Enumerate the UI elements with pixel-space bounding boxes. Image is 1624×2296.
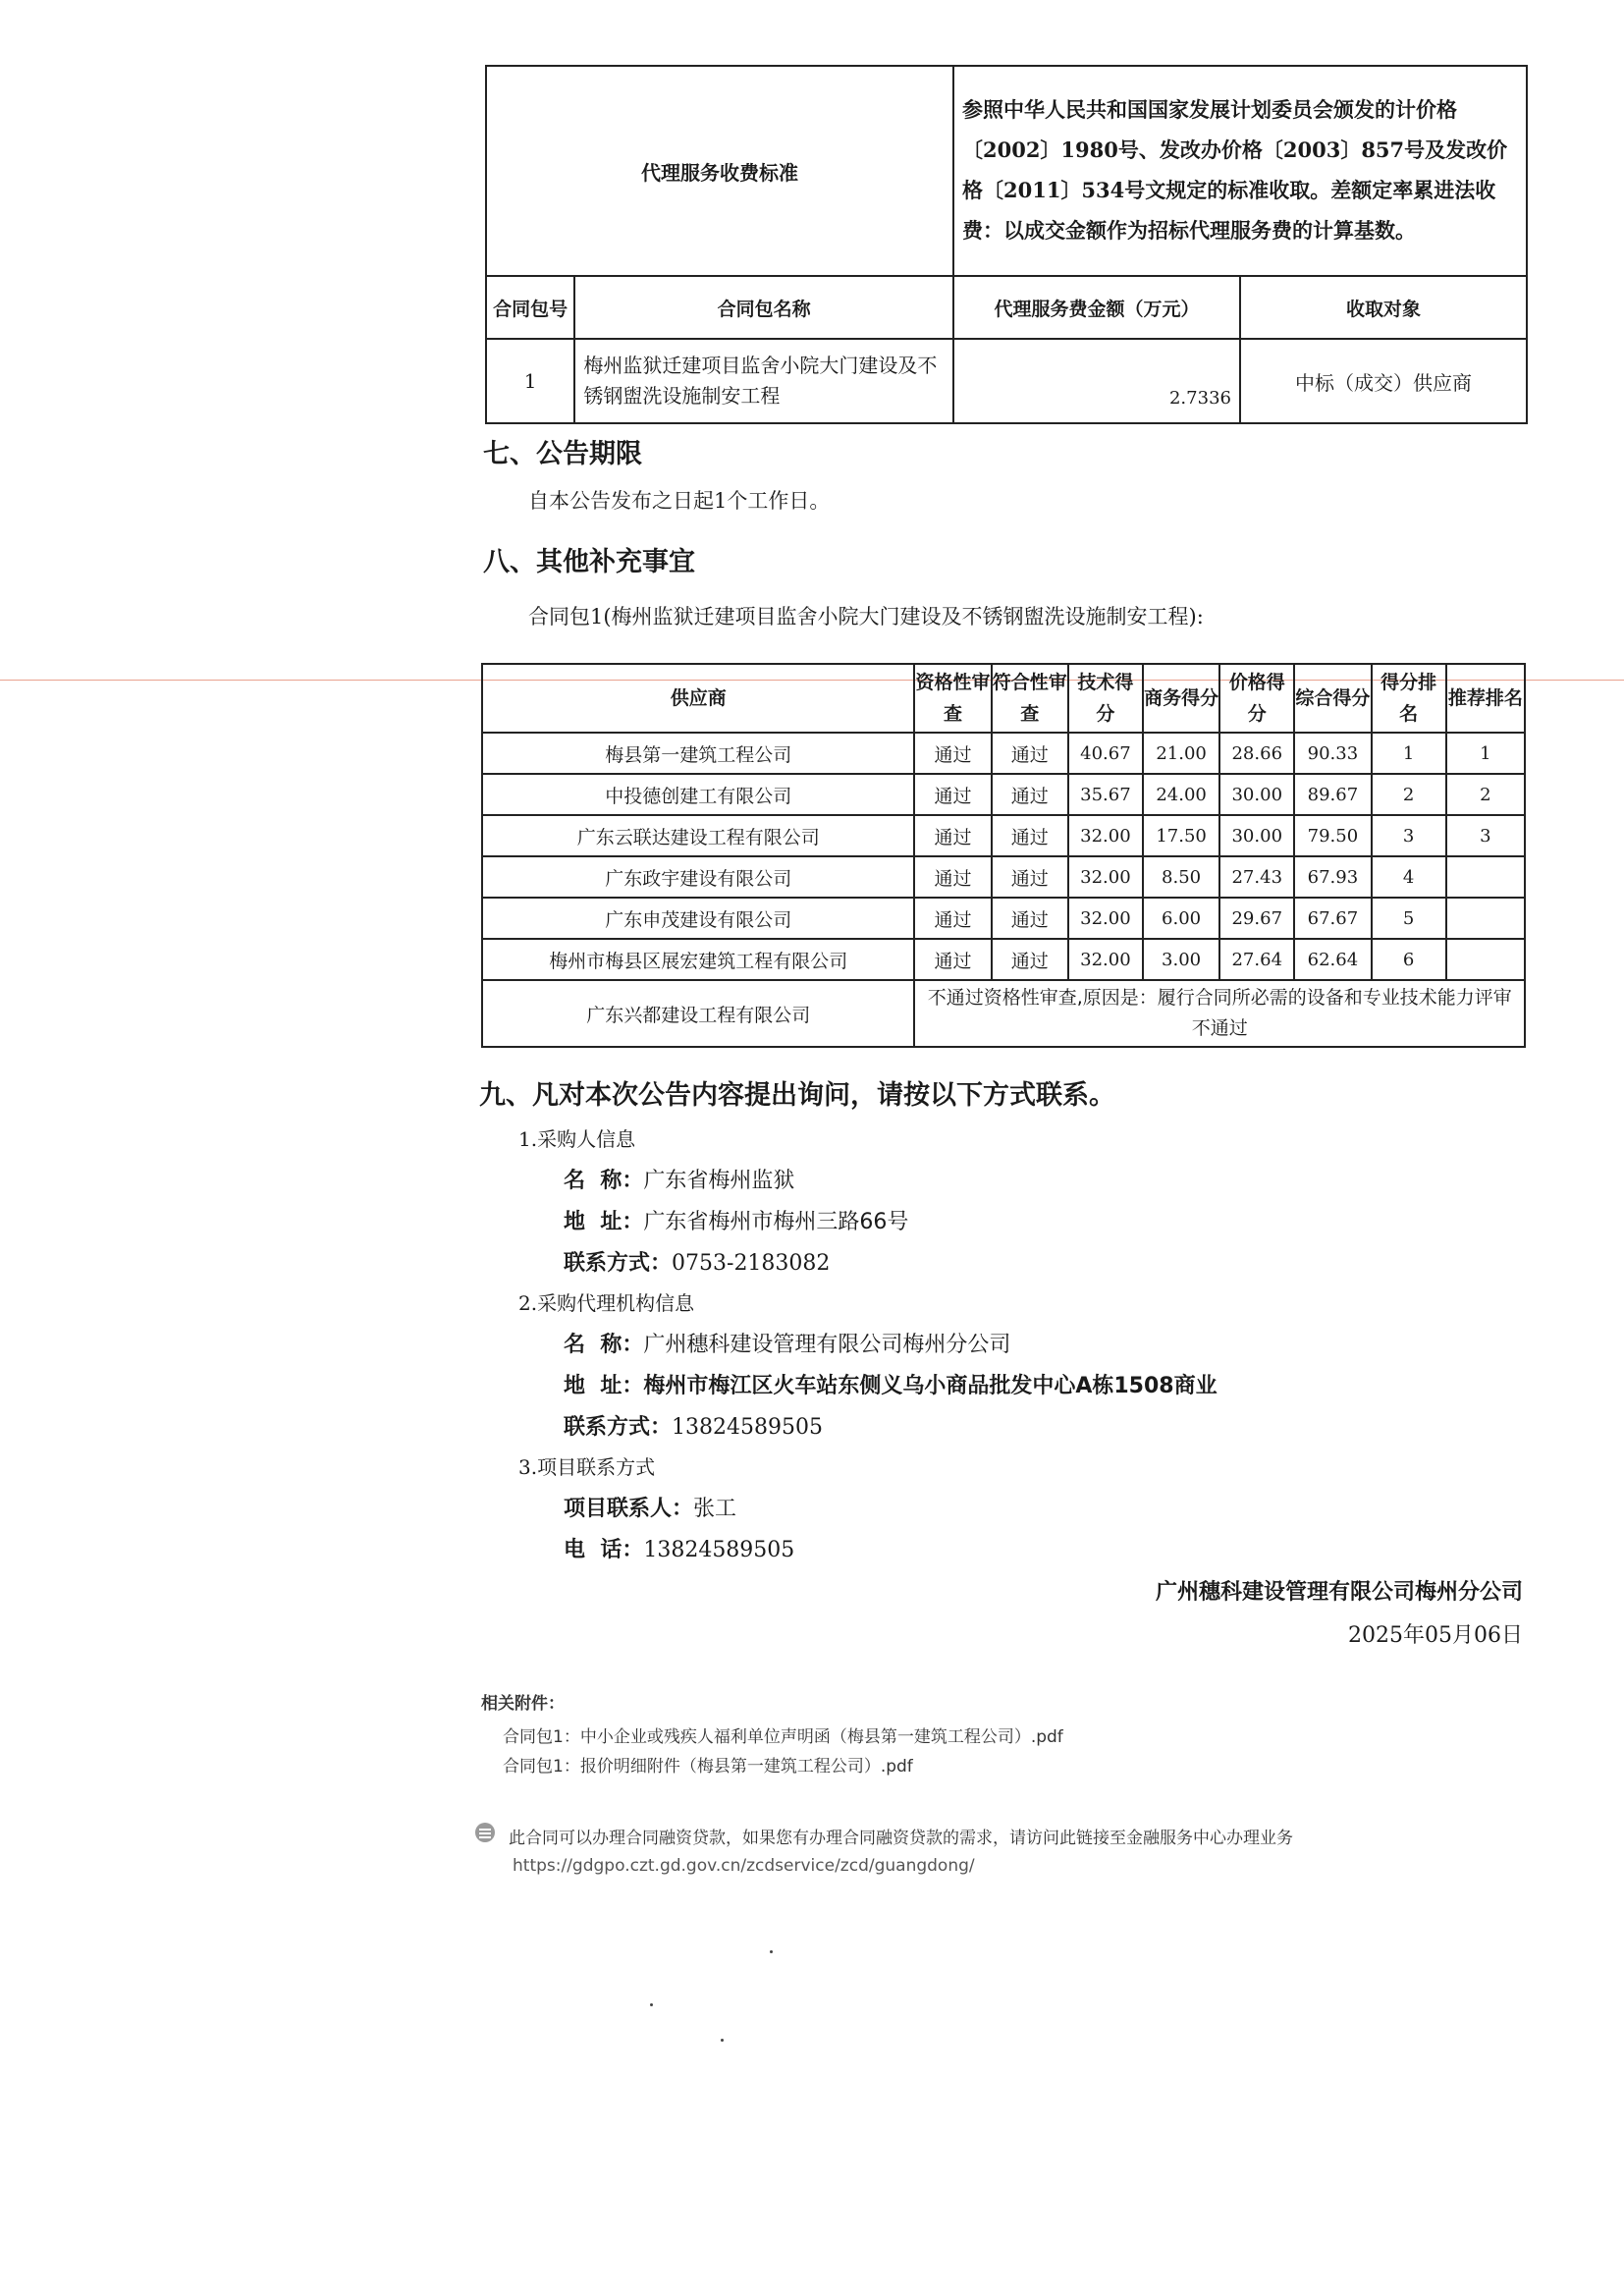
row-supplier: 梅县第一建筑工程公司: [482, 733, 914, 774]
row-qualification: 通过: [914, 939, 991, 980]
row-business: 3.00: [1143, 939, 1219, 980]
row-score-rank: 4: [1372, 856, 1446, 898]
row-total: 89.67: [1294, 774, 1371, 815]
row-technical: 32.00: [1068, 898, 1143, 939]
row-total: 62.64: [1294, 939, 1371, 980]
row-supplier: 梅州市梅县区展宏建筑工程有限公司: [482, 939, 914, 980]
row-recommend-rank: [1446, 856, 1525, 898]
row-technical: 32.00: [1068, 815, 1143, 856]
score-header-supplier: 供应商: [482, 664, 914, 733]
project-phone-row: [564, 1533, 794, 1563]
fee-amount: 2.7336: [953, 339, 1240, 423]
purchaser-name-label: 名 称：: [564, 1169, 644, 1193]
row-total: 90.33: [1294, 733, 1371, 774]
row-price: 30.00: [1219, 815, 1294, 856]
fee-package-no: 1: [486, 339, 574, 423]
row-recommend-rank: [1446, 939, 1525, 980]
row-conformity: 通过: [992, 856, 1068, 898]
purchaser-name: 广东省梅州监狱: [643, 1169, 795, 1193]
attachments-heading: 相关附件：: [481, 1694, 565, 1714]
purchaser-address-row: [564, 1205, 908, 1235]
row-supplier: 广东政宇建设有限公司: [482, 856, 914, 898]
row-business: 21.00: [1143, 733, 1219, 774]
score-row: [482, 856, 1525, 898]
row-conformity: 通过: [992, 815, 1068, 856]
row-technical: 35.67: [1068, 774, 1143, 815]
fee-package-name: 梅州监狱迁建项目监舍小院大门建设及不锈钢盥洗设施制安工程: [574, 339, 953, 423]
score-row: [482, 898, 1525, 939]
finance-notice-text: 此合同可以办理合同融资贷款，如果您有办理合同融资贷款的需求，请访问此链接至金融服务中心办理业务: [509, 1829, 1293, 1848]
scan-speck: [770, 1950, 773, 1953]
score-header-total: 综合得分: [1294, 664, 1371, 733]
agency-phone: 13824589505: [672, 1415, 823, 1440]
row-business: 17.50: [1143, 815, 1219, 856]
row-total: 79.50: [1294, 815, 1371, 856]
score-header-technical: 技术得分: [1068, 664, 1143, 733]
fee-header-amount: 代理服务费金额（万元）: [953, 276, 1240, 339]
section-8-intro: 合同包1(梅州监狱迁建项目监舍小院大门建设及不锈钢盥洗设施制安工程):: [528, 605, 1204, 629]
row-conformity: 通过: [992, 733, 1068, 774]
agency-name-row: [564, 1328, 1010, 1358]
row-technical: 32.00: [1068, 856, 1143, 898]
score-header-business: 商务得分: [1143, 664, 1219, 733]
row-score-rank: 5: [1372, 898, 1446, 939]
row-recommend-rank: 3: [1446, 815, 1525, 856]
project-contact: 张工: [693, 1497, 737, 1521]
row-price: 27.43: [1219, 856, 1294, 898]
purchaser-phone-row: [564, 1246, 830, 1277]
section-7-title: 七、公告期限: [483, 439, 642, 469]
row-qualification: 通过: [914, 898, 991, 939]
row-total: 67.67: [1294, 898, 1371, 939]
row-conformity: 通过: [992, 898, 1068, 939]
score-header-recommend-rank: 推荐排名: [1446, 664, 1525, 733]
score-header-price: 价格得分: [1219, 664, 1294, 733]
section-7-text: 自本公告发布之日起1个工作日。: [528, 489, 831, 513]
project-contact-label: 项目联系人：: [564, 1497, 694, 1521]
score-row: [482, 939, 1525, 980]
row-score-rank: 6: [1372, 939, 1446, 980]
score-row: [482, 815, 1525, 856]
score-header-qualification: 资格性审查: [914, 664, 991, 733]
row-score-rank: 1: [1372, 733, 1446, 774]
fee-header-package-no: 合同包号: [486, 276, 574, 339]
row-score-rank: 2: [1372, 774, 1446, 815]
agency-fee-table: [485, 65, 1528, 424]
row-price: 27.64: [1219, 939, 1294, 980]
row-technical: 40.67: [1068, 733, 1143, 774]
purchaser-phone: 0753-2183082: [672, 1251, 831, 1276]
purchaser-name-row: [564, 1164, 794, 1194]
project-heading: 3.项目联系方式: [518, 1455, 656, 1479]
notice-icon: [475, 1823, 495, 1842]
project-phone: 13824589505: [643, 1538, 795, 1562]
agency-heading: 2.采购代理机构信息: [518, 1291, 695, 1315]
fee-header-target: 收取对象: [1240, 276, 1527, 339]
row-price: 28.66: [1219, 733, 1294, 774]
score-rows: [482, 733, 1525, 980]
row-total: 67.93: [1294, 856, 1371, 898]
row-score-rank: 3: [1372, 815, 1446, 856]
score-row: [482, 774, 1525, 815]
purchaser-address-label: 地 址：: [564, 1210, 644, 1234]
row-qualification: 通过: [914, 856, 991, 898]
signature-date: 2025年05月06日: [1348, 1623, 1523, 1648]
purchaser-address: 广东省梅州市梅州三路66号: [643, 1210, 909, 1234]
agency-phone-label: 联系方式：: [564, 1415, 673, 1440]
row-conformity: 通过: [992, 774, 1068, 815]
section-8-title: 八、其他补充事宜: [483, 547, 695, 577]
row-supplier: 中投德创建工有限公司: [482, 774, 914, 815]
failed-supplier-reason: 不通过资格性审查,原因是：履行合同所必需的设备和专业技术能力评审不通过: [914, 980, 1525, 1047]
project-contact-row: [564, 1492, 736, 1522]
row-supplier: 广东申茂建设有限公司: [482, 898, 914, 939]
attachment-link-1[interactable]: 合同包1：中小企业或残疾人福利单位声明函（梅县第一建筑工程公司）.pdf: [503, 1727, 1063, 1747]
row-conformity: 通过: [992, 939, 1068, 980]
agency-name-label: 名 称：: [564, 1333, 644, 1357]
row-price: 30.00: [1219, 774, 1294, 815]
score-row: [482, 733, 1525, 774]
score-header-conformity: 符合性审查: [992, 664, 1068, 733]
row-business: 24.00: [1143, 774, 1219, 815]
purchaser-heading: 1.采购人信息: [518, 1127, 636, 1151]
fee-standard-text: 参照中华人民共和国国家发展计划委员会颁发的计价格〔2002〕1980号、发改办价格〔2003〕857号及发改价格〔2011〕534号文规定的标准收取。差额定率累进法收费：以成交金额作为招标代理服务费的计算基数。: [953, 66, 1527, 276]
agency-name: 广州穗科建设管理有限公司梅州分公司: [643, 1333, 1011, 1357]
finance-service-link[interactable]: https://gdgpo.czt.gd.gov.cn/zcdservice/zcd/guangdong/: [513, 1856, 975, 1876]
attachment-link-2[interactable]: 合同包1：报价明细附件（梅县第一建筑工程公司）.pdf: [503, 1757, 913, 1777]
row-business: 6.00: [1143, 898, 1219, 939]
scan-speck: [721, 2039, 724, 2042]
row-qualification: 通过: [914, 774, 991, 815]
score-header-score-rank: 得分排名: [1372, 664, 1446, 733]
row-supplier: 广东云联达建设工程有限公司: [482, 815, 914, 856]
row-business: 8.50: [1143, 856, 1219, 898]
row-recommend-rank: 2: [1446, 774, 1525, 815]
fee-standard-label: 代理服务收费标准: [486, 66, 953, 276]
row-qualification: 通过: [914, 815, 991, 856]
evaluation-score-table: [481, 663, 1526, 1048]
scan-speck: [650, 2003, 653, 2006]
row-qualification: 通过: [914, 733, 991, 774]
failed-supplier-name: 广东兴都建设工程有限公司: [482, 980, 914, 1047]
signature-company: 广州穗科建设管理有限公司梅州分公司: [1155, 1580, 1523, 1605]
project-phone-label: 电 话：: [564, 1538, 644, 1562]
fee-header-package-name: 合同包名称: [574, 276, 953, 339]
row-recommend-rank: [1446, 898, 1525, 939]
row-price: 29.67: [1219, 898, 1294, 939]
section-9-title: 九、凡对本次公告内容提出询问，请按以下方式联系。: [479, 1080, 1115, 1111]
fee-target: 中标（成交）供应商: [1240, 339, 1527, 423]
agency-address: 梅州市梅江区火车站东侧义乌小商品批发中心A栋1508商业: [643, 1374, 1218, 1398]
purchaser-phone-label: 联系方式：: [564, 1251, 673, 1276]
row-recommend-rank: 1: [1446, 733, 1525, 774]
row-technical: 32.00: [1068, 939, 1143, 980]
agency-address-row: [564, 1369, 1218, 1399]
agency-phone-row: [564, 1410, 823, 1441]
agency-address-label: 地 址：: [564, 1374, 644, 1398]
